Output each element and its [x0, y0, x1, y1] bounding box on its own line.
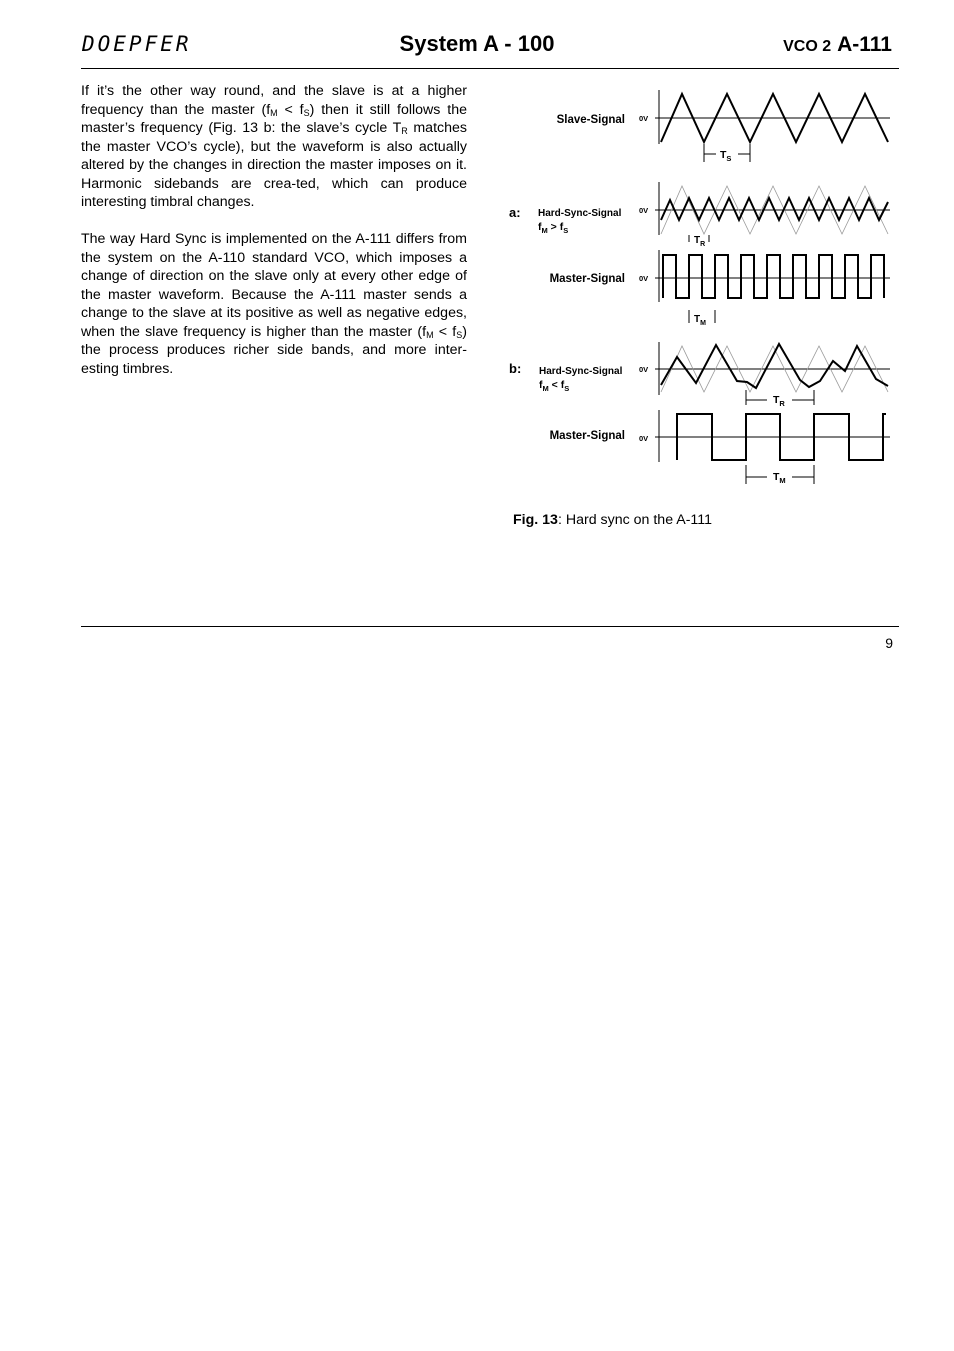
- paragraph-1: If it’s the other way round, and the slave is at a higher frequency than the master $(f_M < f_S)$ then it still follows the master’s frequency (Fig. 13 b: the slave’s cycle $T_R$ matches the master VCO’s cycle), but the waveform is also actually altered by the changes in direction the master imposes on it. Harmonic sidebands are crea-ted, which can produce interesting timbral changes.: [81, 83, 467, 210]
- case-b-letter: b:: [509, 361, 522, 376]
- tr-marker-label-a: $T_R$: [694, 235, 706, 248]
- case-b-condition: $f_M < f_S$: [539, 379, 570, 393]
- tm-marker-label-a: $T_M$: [694, 314, 706, 327]
- zero-volt-label: 0V: [639, 365, 649, 374]
- case-a-letter: a:: [509, 205, 521, 220]
- module-label: A-111: [837, 33, 892, 56]
- hard-sync-figure: [505, 80, 905, 500]
- master-signal-label-a: Master-Signal: [549, 273, 625, 285]
- case-a-sync-waveform: [661, 198, 888, 220]
- page-title: System A - 100: [399, 31, 555, 56]
- master-signal-label-b: Master-Signal: [549, 430, 625, 442]
- paragraph-2: The way Hard Sync is implemented on the A-111 differs from the system on the A-110 standard VCO, which imposes a change of direction on the slave only at every other edge of the master waveform. Because the A-111 master sends a change to the slave at its positive as well as negative edges, when the slave frequency is higher than the master $(f_M < f_S)$ the process produces richer side bands, and more inter-esting timbres.: [81, 231, 467, 377]
- module-heading: [783, 33, 892, 57]
- case-b-label: Hard-Sync-Signal: [539, 366, 623, 377]
- header-rule: [81, 68, 899, 69]
- case-a-label: Hard-Sync-Signal: [538, 208, 622, 219]
- brand-logo: DOEPFER: [82, 32, 192, 56]
- ts-marker-label: $T_S$: [720, 149, 732, 163]
- zero-volt-label: 0V: [639, 434, 649, 443]
- case-b-sync-waveform: [661, 344, 888, 388]
- page-number: 9: [885, 635, 893, 651]
- zero-volt-label: 0V: [639, 274, 649, 283]
- case-a-condition: $f_M > f_S$: [538, 221, 569, 235]
- slave-signal-label: Slave-Signal: [556, 114, 625, 126]
- vco-label: VCO 2: [783, 38, 832, 55]
- figure-caption: Fig. 13: Hard sync on the A-111: [513, 512, 712, 528]
- footer-rule: [81, 626, 899, 627]
- master-a-waveform: [663, 255, 884, 298]
- zero-volt-label: 0V: [639, 206, 649, 215]
- zero-volt-label: 0V: [639, 114, 649, 123]
- tm-marker-label-b: $T_M$: [773, 471, 786, 485]
- tr-marker-label-b: $T_R$: [773, 394, 785, 408]
